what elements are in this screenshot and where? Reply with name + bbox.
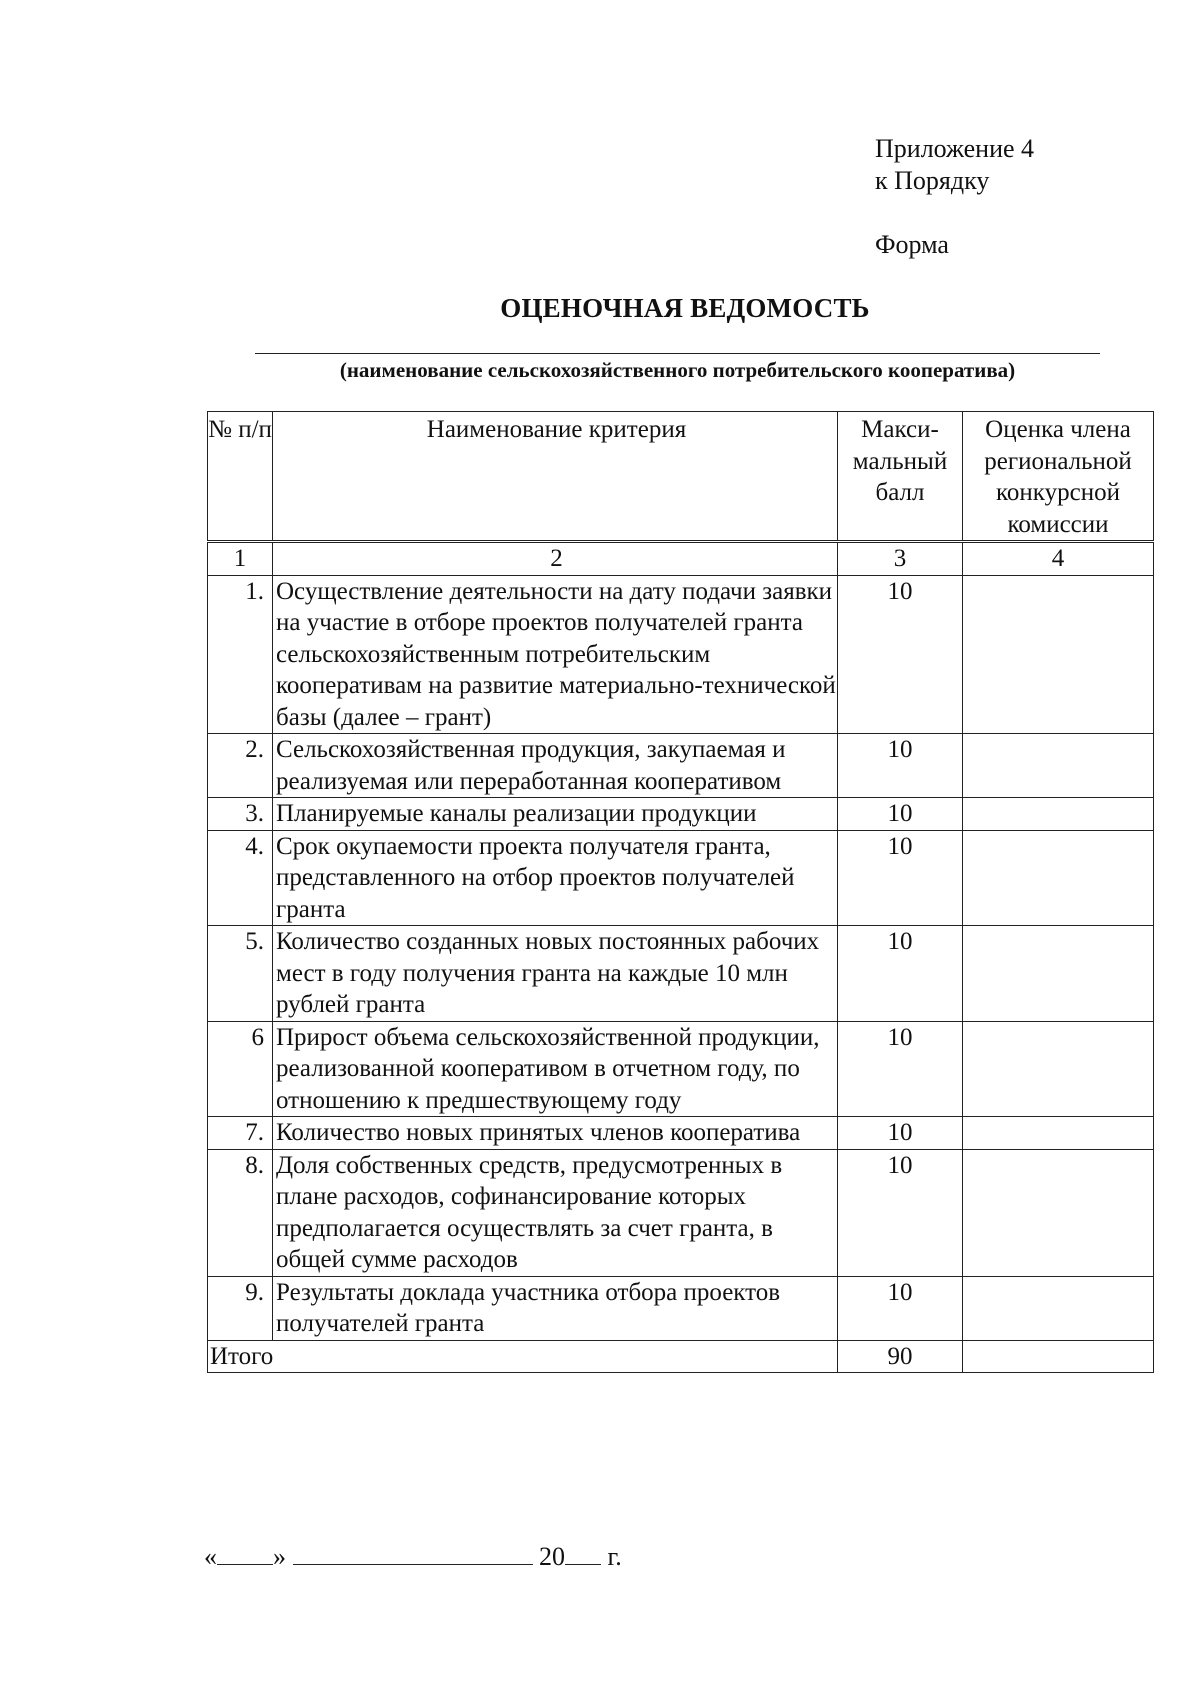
row-max-score: 10 xyxy=(838,798,963,831)
date-close-quote: » xyxy=(273,1542,286,1571)
total-max-score: 90 xyxy=(838,1340,963,1373)
row-max-score: 10 xyxy=(838,1117,963,1150)
row-number: 7. xyxy=(208,1117,273,1150)
total-row xyxy=(208,1340,1154,1373)
row-number: 6 xyxy=(208,1021,273,1117)
form-label: Форма xyxy=(875,230,949,259)
row-criterion: Осуществление деятельности на дату подачи заявки на участие в отборе проектов получателей гранта сельскохозяйственным потребительским кооперативам на развитие материально-технической базы (далее – грант) xyxy=(273,575,838,734)
table-row xyxy=(208,1021,1154,1117)
column-number: 3 xyxy=(838,542,963,576)
row-max-score: 10 xyxy=(838,1021,963,1117)
row-number: 4. xyxy=(208,830,273,926)
total-member-score[interactable] xyxy=(963,1340,1154,1373)
table-row xyxy=(208,1117,1154,1150)
org-name-line xyxy=(255,353,1100,354)
row-criterion: Планируемые каналы реализации продукции xyxy=(273,798,838,831)
header-criterion: Наименование критерия xyxy=(273,412,838,542)
row-max-score: 10 xyxy=(838,1149,963,1276)
appendix-note xyxy=(875,133,1034,197)
appendix-line: к Порядку xyxy=(875,166,990,195)
row-number: 9. xyxy=(208,1276,273,1340)
year-blank[interactable] xyxy=(565,1540,601,1565)
row-max-score: 10 xyxy=(838,575,963,734)
row-member-score[interactable] xyxy=(963,798,1154,831)
row-number: 3. xyxy=(208,798,273,831)
row-member-score[interactable] xyxy=(963,1149,1154,1276)
row-criterion: Прирост объема сельскохозяйственной продукции, реализованной кооперативом в отчетном году, по отношению к предшествующему году xyxy=(273,1021,838,1117)
row-number: 8. xyxy=(208,1149,273,1276)
row-criterion: Срок окупаемости проекта получателя гранта, представленного на отбор проектов получателей гранта xyxy=(273,830,838,926)
row-member-score[interactable] xyxy=(963,1276,1154,1340)
column-number: 2 xyxy=(273,542,838,576)
row-criterion: Результаты доклада участника отбора проектов получателей гранта xyxy=(273,1276,838,1340)
table-row xyxy=(208,1149,1154,1276)
row-max-score: 10 xyxy=(838,926,963,1022)
table-row xyxy=(208,1276,1154,1340)
column-number: 1 xyxy=(208,542,273,576)
table-row xyxy=(208,734,1154,798)
header-max-score: Макси-мальный балл xyxy=(838,412,963,542)
table-row xyxy=(208,926,1154,1022)
row-number: 1. xyxy=(208,575,273,734)
row-criterion: Сельскохозяйственная продукция, закупаемая и реализуемая или переработанная кооперативом xyxy=(273,734,838,798)
month-blank[interactable] xyxy=(293,1540,533,1565)
row-member-score[interactable] xyxy=(963,830,1154,926)
date-line xyxy=(204,1540,622,1572)
date-open-quote: « xyxy=(204,1542,217,1571)
row-member-score[interactable] xyxy=(963,1021,1154,1117)
row-criterion: Доля собственных средств, предусмотренных в плане расходов, софинансирование которых предполагается осуществлять за счет гранта, в общей сумме расходов xyxy=(273,1149,838,1276)
table-row xyxy=(208,575,1154,734)
row-max-score: 10 xyxy=(838,734,963,798)
row-member-score[interactable] xyxy=(963,926,1154,1022)
row-number: 5. xyxy=(208,926,273,1022)
row-member-score[interactable] xyxy=(963,734,1154,798)
year-prefix: 20 xyxy=(539,1542,565,1571)
header-num: № п/п xyxy=(208,412,273,542)
row-member-score[interactable] xyxy=(963,575,1154,734)
evaluation-table xyxy=(207,411,1154,1373)
row-criterion: Количество новых принятых членов кооператива xyxy=(273,1117,838,1150)
table-row xyxy=(208,830,1154,926)
row-number: 2. xyxy=(208,734,273,798)
table-row xyxy=(208,798,1154,831)
year-suffix: г. xyxy=(607,1542,622,1571)
header-member-score: Оценка члена региональной конкурсной комиссии xyxy=(963,412,1154,542)
org-name-caption: (наименование сельскохозяйственного потребительского кооператива) xyxy=(339,358,1016,382)
row-max-score: 10 xyxy=(838,830,963,926)
total-label: Итого xyxy=(208,1340,838,1373)
page-title: ОЦЕНОЧНАЯ ВЕДОМОСТЬ xyxy=(500,293,870,323)
column-number-row xyxy=(208,542,1154,576)
row-criterion: Количество созданных новых постоянных рабочих мест в году получения гранта на каждые 10 млн рублей гранта xyxy=(273,926,838,1022)
table-header-row xyxy=(208,412,1154,542)
day-blank[interactable] xyxy=(217,1540,273,1565)
column-number: 4 xyxy=(963,542,1154,576)
row-max-score: 10 xyxy=(838,1276,963,1340)
row-member-score[interactable] xyxy=(963,1117,1154,1150)
appendix-line: Приложение 4 xyxy=(875,134,1035,163)
